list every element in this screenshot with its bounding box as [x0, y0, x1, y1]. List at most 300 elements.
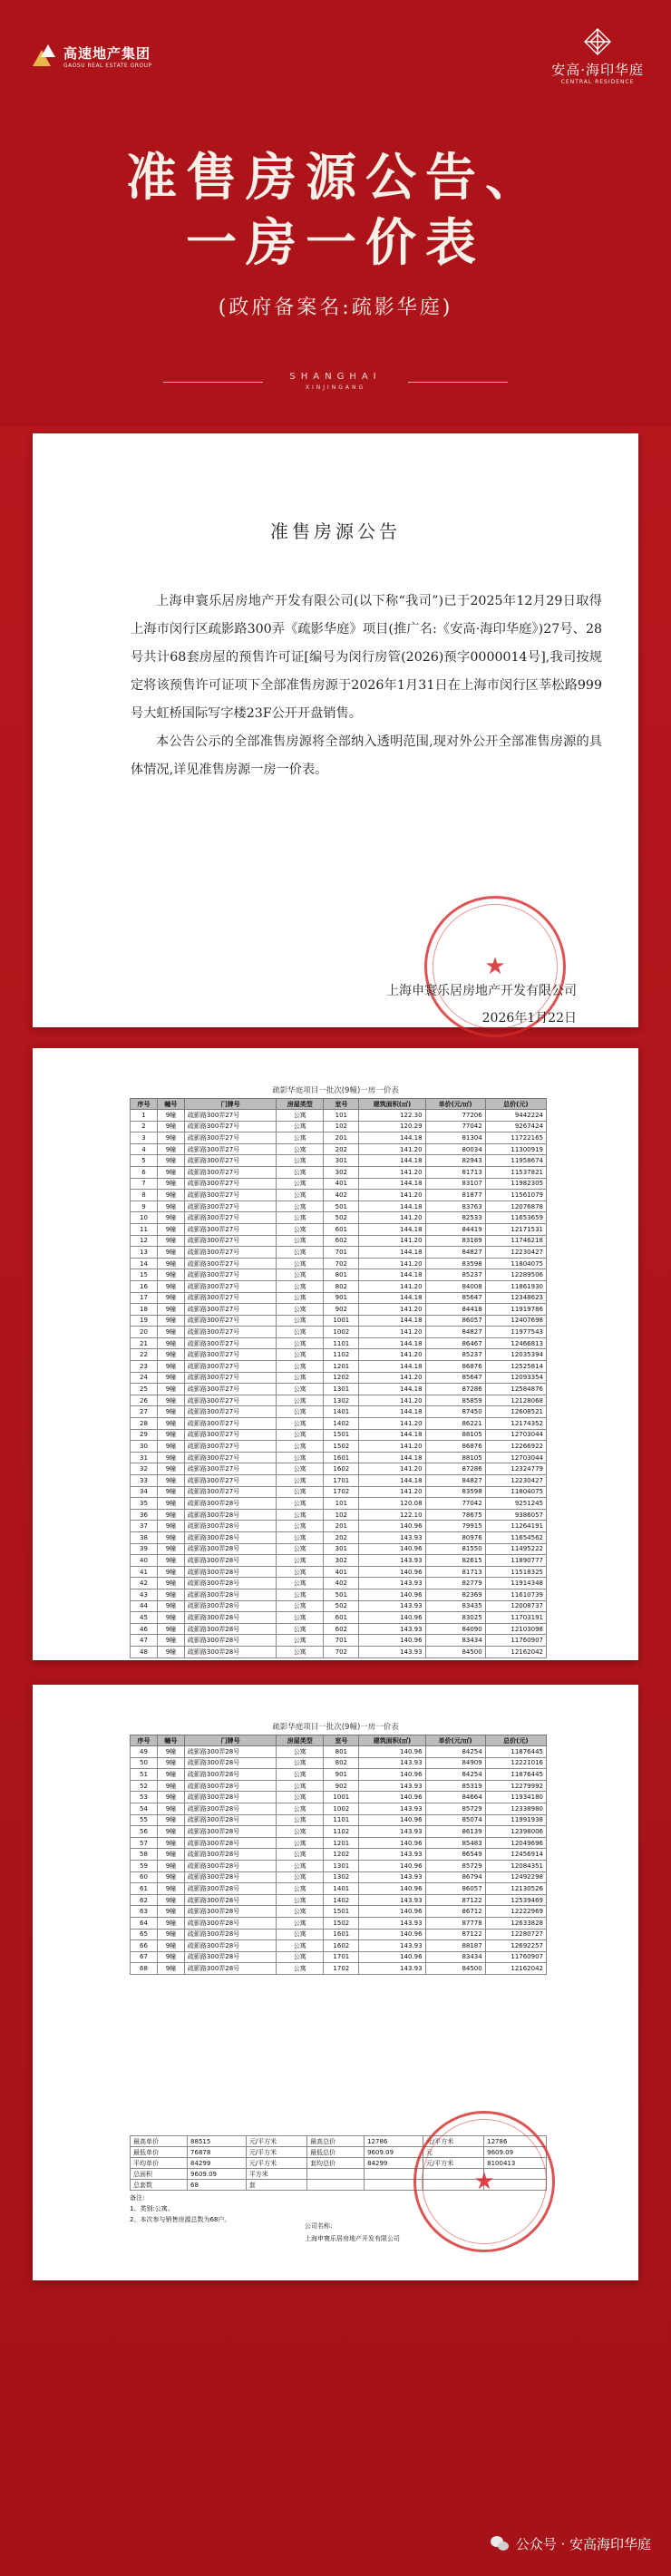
table-cell: 疏影路300弄28号: [184, 1894, 276, 1906]
notice-body: [131, 588, 602, 784]
table-cell: 疏影路300弄27号: [184, 1361, 276, 1373]
table-cell: 36: [131, 1509, 158, 1521]
table-cell: 143.93: [359, 1757, 425, 1769]
table-cell: 29: [131, 1429, 158, 1441]
note-1: 1、类别:公寓。: [130, 2205, 174, 2212]
table-cell: 83763: [425, 1201, 485, 1212]
table-cell: 84008: [425, 1280, 485, 1292]
table-cell: 144.18: [359, 1201, 425, 1212]
table-cell: 11537821: [485, 1166, 546, 1178]
table-cell: 12703044: [485, 1452, 546, 1463]
table-cell: 疏影路300弄28号: [184, 1803, 276, 1814]
table-cell: 122.10: [359, 1509, 425, 1521]
table-cell: 12539469: [485, 1894, 546, 1906]
table-cell: 疏影路300弄28号: [184, 1555, 276, 1567]
table-cell: 144.18: [359, 1132, 425, 1144]
table-cell: 140.96: [359, 1792, 425, 1803]
table-cell: 21: [131, 1337, 158, 1349]
table-cell: 9幢: [157, 1337, 184, 1349]
table-row: [131, 1531, 547, 1543]
table-cell: 78675: [425, 1509, 485, 1521]
gaosu-logo-en: GAOSU REAL ESTATE GROUP: [63, 63, 152, 69]
table-cell: 疏影路300弄28号: [184, 1780, 276, 1792]
table-cell: 1602: [324, 1463, 359, 1475]
table-cell: 83435: [425, 1600, 485, 1612]
company-seal-icon: ★: [413, 2111, 555, 2252]
table-cell: 12289506: [485, 1269, 546, 1281]
table-cell: 9幢: [157, 1917, 184, 1929]
table-cell: 公寓: [277, 1143, 324, 1155]
table-cell: 501: [324, 1201, 359, 1212]
table-cell: 公寓: [277, 1769, 324, 1781]
table-cell: 疏影路300弄28号: [184, 1929, 276, 1940]
table-cell: 501: [324, 1589, 359, 1600]
table-cell: 57: [131, 1837, 158, 1849]
table-cell: 公寓: [277, 1792, 324, 1803]
table-cell: 疏影路300弄27号: [184, 1258, 276, 1269]
summary-cell: 最高总价: [307, 2136, 365, 2147]
table-cell: 1402: [324, 1418, 359, 1430]
table-cell: 11518325: [485, 1566, 546, 1578]
table-cell: 18: [131, 1304, 158, 1316]
table-cell: 47: [131, 1635, 158, 1647]
table-cell: 疏影路300弄28号: [184, 1963, 276, 1975]
table-cell: 34: [131, 1486, 158, 1498]
table-cell: 公寓: [277, 1929, 324, 1940]
gaosu-logo-icon: [33, 44, 56, 68]
table-cell: 702: [324, 1258, 359, 1269]
table-cell: 公寓: [277, 1418, 324, 1430]
table-cell: 9幢: [157, 1143, 184, 1155]
table-cell: 140.96: [359, 1612, 425, 1624]
table-cell: 疏影路300弄27号: [184, 1315, 276, 1327]
table-cell: 公寓: [277, 1566, 324, 1578]
table-cell: 42: [131, 1578, 158, 1589]
table-cell: 9幢: [157, 1429, 184, 1441]
table-cell: 9251245: [485, 1498, 546, 1510]
table-cell: 54: [131, 1803, 158, 1814]
table-cell: 88187: [425, 1940, 485, 1952]
table-row: [131, 1963, 547, 1975]
table-cell: 公寓: [277, 1337, 324, 1349]
project-logo: [551, 27, 644, 85]
table-cell: 公寓: [277, 1292, 324, 1304]
table-cell: 143.93: [359, 1826, 425, 1838]
table-cell: 公寓: [277, 1814, 324, 1826]
table-cell: 48: [131, 1646, 158, 1657]
table-cell: 87122: [425, 1894, 485, 1906]
table-cell: 9幢: [157, 1883, 184, 1895]
table-row: [131, 1212, 547, 1224]
table-cell: 143.93: [359, 1894, 425, 1906]
table-cell: 11804075: [485, 1486, 546, 1498]
table-cell: 702: [324, 1646, 359, 1657]
table-cell: 9幢: [157, 1280, 184, 1292]
table-cell: 12230427: [485, 1247, 546, 1259]
table-cell: 1: [131, 1110, 158, 1122]
table-row: [131, 1201, 547, 1212]
table-cell: 公寓: [277, 1623, 324, 1635]
table-cell: 22: [131, 1349, 158, 1361]
wechat-account-badge[interactable]: [491, 2534, 651, 2553]
table-cell: 141.20: [359, 1190, 425, 1201]
table-cell: 疏影路300弄28号: [184, 1566, 276, 1578]
table-cell: 9幢: [157, 1623, 184, 1635]
table-cell: 84500: [425, 1646, 485, 1657]
table-cell: 公寓: [277, 1940, 324, 1952]
table-cell: 140.96: [359, 1635, 425, 1647]
table-cell: 84090: [425, 1623, 485, 1635]
table-cell: 83598: [425, 1258, 485, 1269]
table-cell: 公寓: [277, 1531, 324, 1543]
table-cell: 58: [131, 1849, 158, 1861]
table-cell: 9幢: [157, 1814, 184, 1826]
table-cell: 12049696: [485, 1837, 546, 1849]
table-cell: 82779: [425, 1578, 485, 1589]
table-cell: 402: [324, 1190, 359, 1201]
table-cell: 81713: [425, 1566, 485, 1578]
table-cell: 公寓: [277, 1780, 324, 1792]
table-cell: 9幢: [157, 1600, 184, 1612]
table-row: [131, 1940, 547, 1952]
table-cell: 9幢: [157, 1190, 184, 1201]
table-row: [131, 1429, 547, 1441]
summary-cell: 9609.09: [484, 2147, 547, 2158]
summary-cell: 元/平方米: [246, 2136, 306, 2147]
table-cell: 140.96: [359, 1951, 425, 1963]
table-cell: 61: [131, 1883, 158, 1895]
table-cell: 23: [131, 1361, 158, 1373]
table-cell: 9幢: [157, 1395, 184, 1406]
table-cell: 143.93: [359, 1555, 425, 1567]
table-row: [131, 1929, 547, 1940]
table-row: [131, 1883, 547, 1895]
summary-cell: 84299: [365, 2158, 423, 2169]
table-cell: 9442224: [485, 1110, 546, 1122]
table-row: [131, 1612, 547, 1624]
table-cell: 141.20: [359, 1304, 425, 1316]
table-cell: 1202: [324, 1372, 359, 1384]
table-row: [131, 1372, 547, 1384]
table-cell: 1002: [324, 1803, 359, 1814]
table-cell: 9幢: [157, 1418, 184, 1430]
table-cell: 140.96: [359, 1929, 425, 1940]
table-cell: 9幢: [157, 1372, 184, 1384]
table-cell: 9幢: [157, 1780, 184, 1792]
table-cell: 31: [131, 1452, 158, 1463]
table-cell: 9幢: [157, 1327, 184, 1338]
project-logo-en: CENTRAL RESIDENCE: [560, 79, 635, 85]
table-cell: 16: [131, 1280, 158, 1292]
table-cell: 9幢: [157, 1543, 184, 1555]
table-row: [131, 1646, 547, 1657]
table-row: [131, 1463, 547, 1475]
table-cell: 11760907: [485, 1951, 546, 1963]
price-table-page-1: [33, 1048, 638, 1660]
table-cell: 7: [131, 1178, 158, 1190]
table-cell: 144.18: [359, 1361, 425, 1373]
table-cell: 疏影路300弄27号: [184, 1429, 276, 1441]
table-cell: 疏影路300弄28号: [184, 1589, 276, 1600]
table-row: [131, 1757, 547, 1769]
table-cell: 11804075: [485, 1258, 546, 1269]
table-cell: 9267424: [485, 1121, 546, 1132]
table-cell: 51: [131, 1769, 158, 1781]
table-cell: 12280727: [485, 1929, 546, 1940]
table-cell: 疏影路300弄27号: [184, 1441, 276, 1453]
table-cell: 公寓: [277, 1906, 324, 1918]
table-cell: 9幢: [157, 1929, 184, 1940]
table-cell: 1302: [324, 1871, 359, 1883]
table-cell: 11919786: [485, 1304, 546, 1316]
table-cell: 402: [324, 1578, 359, 1589]
table-cell: 12466813: [485, 1337, 546, 1349]
table-cell: 1101: [324, 1814, 359, 1826]
table-cell: 公寓: [277, 1235, 324, 1247]
table-cell: 11977543: [485, 1327, 546, 1338]
table-cell: 83189: [425, 1235, 485, 1247]
table-cell: 疏影路300弄27号: [184, 1223, 276, 1235]
table-cell: 9幢: [157, 1871, 184, 1883]
table-cell: 疏影路300弄27号: [184, 1452, 276, 1463]
table-cell: 9幢: [157, 1940, 184, 1952]
table-cell: 143.93: [359, 1646, 425, 1657]
table-cell: 1202: [324, 1849, 359, 1861]
table-cell: 9幢: [157, 1155, 184, 1167]
table-cell: 302: [324, 1166, 359, 1178]
table-cell: 12008737: [485, 1600, 546, 1612]
table-cell: 疏影路300弄28号: [184, 1849, 276, 1861]
table-cell: 9幢: [157, 1121, 184, 1132]
table-cell: 疏影路300弄27号: [184, 1384, 276, 1395]
table-cell: 84254: [425, 1769, 485, 1781]
table-cell: 11876445: [485, 1769, 546, 1781]
table-cell: 11982305: [485, 1178, 546, 1190]
table-cell: 疏影路300弄27号: [184, 1178, 276, 1190]
table-cell: 38: [131, 1531, 158, 1543]
table-row: [131, 1600, 547, 1612]
table-cell: 201: [324, 1521, 359, 1532]
table-cell: 9幢: [157, 1361, 184, 1373]
table-cell: 12407698: [485, 1315, 546, 1327]
table-cell: 9幢: [157, 1757, 184, 1769]
table-cell: 77206: [425, 1110, 485, 1122]
table-cell: 公寓: [277, 1746, 324, 1758]
table-cell: 11934180: [485, 1792, 546, 1803]
table-cell: 88105: [425, 1452, 485, 1463]
table-cell: 141.20: [359, 1418, 425, 1430]
table-cell: 9幢: [157, 1612, 184, 1624]
table-cell: 12093354: [485, 1372, 546, 1384]
table-cell: 3: [131, 1132, 158, 1144]
table-cell: 85647: [425, 1292, 485, 1304]
table-cell: 11876445: [485, 1746, 546, 1758]
table-cell: 901: [324, 1292, 359, 1304]
table-cell: 5: [131, 1155, 158, 1167]
table-cell: 9幢: [157, 1441, 184, 1453]
divider-text: SHANGHAI: [289, 372, 382, 382]
notes-title: 备注:: [130, 2194, 145, 2202]
table-cell: 公寓: [277, 1917, 324, 1929]
table-cell: 公寓: [277, 1498, 324, 1510]
summary-cell: 套: [246, 2180, 306, 2191]
table-cell: 88105: [425, 1429, 485, 1441]
table-cell: 疏影路300弄28号: [184, 1521, 276, 1532]
table-cell: 公寓: [277, 1178, 324, 1190]
table-cell: 公寓: [277, 1883, 324, 1895]
table-row: [131, 1860, 547, 1871]
table-cell: 9幢: [157, 1555, 184, 1567]
table-cell: 86139: [425, 1826, 485, 1838]
table-cell: 502: [324, 1600, 359, 1612]
table-cell: 公寓: [277, 1304, 324, 1316]
table-cell: 9: [131, 1201, 158, 1212]
table-cell: 公寓: [277, 1951, 324, 1963]
table-cell: 疏影路300弄27号: [184, 1292, 276, 1304]
table-cell: 疏影路300弄27号: [184, 1406, 276, 1418]
table-cell: 1102: [324, 1826, 359, 1838]
table-cell: 11703191: [485, 1612, 546, 1624]
table-cell: 79915: [425, 1521, 485, 1532]
table-cell: 82369: [425, 1589, 485, 1600]
table-cell: 公寓: [277, 1395, 324, 1406]
table-cell: 疏影路300弄27号: [184, 1463, 276, 1475]
table-cell: 84827: [425, 1475, 485, 1487]
table-cell: 64: [131, 1917, 158, 1929]
table-cell: 疏影路300弄27号: [184, 1190, 276, 1201]
table-cell: 140.96: [359, 1746, 425, 1758]
table-cell: 公寓: [277, 1132, 324, 1144]
table-cell: 9幢: [157, 1578, 184, 1589]
table-cell: 901: [324, 1769, 359, 1781]
table-cell: 122.30: [359, 1110, 425, 1122]
table-cell: 公寓: [277, 1269, 324, 1281]
summary-cell: 元/平方米: [246, 2158, 306, 2169]
page-subtitle: (政府备案名:疏影华庭): [218, 296, 453, 319]
table-cell: 疏影路300弄28号: [184, 1769, 276, 1781]
table-cell: 9386057: [485, 1509, 546, 1521]
table-cell: 公寓: [277, 1486, 324, 1498]
column-header: 序号: [131, 1099, 158, 1110]
table-cell: 59: [131, 1860, 158, 1871]
table-cell: 12162042: [485, 1963, 546, 1975]
table-cell: 86467: [425, 1337, 485, 1349]
table-cell: 144.18: [359, 1429, 425, 1441]
table-cell: 81550: [425, 1543, 485, 1555]
table-cell: 86876: [425, 1361, 485, 1373]
table-cell: 公寓: [277, 1849, 324, 1861]
summary-cell: 9609.09: [188, 2169, 247, 2180]
table-cell: 公寓: [277, 1600, 324, 1612]
table-cell: 1001: [324, 1792, 359, 1803]
table-cell: 疏影路300弄27号: [184, 1337, 276, 1349]
table-cell: 84500: [425, 1963, 485, 1975]
table-cell: 疏影路300弄27号: [184, 1201, 276, 1212]
table-cell: 公寓: [277, 1190, 324, 1201]
table-cell: 144.18: [359, 1178, 425, 1190]
table-row: [131, 1178, 547, 1190]
table-cell: 1701: [324, 1951, 359, 1963]
table-row: [131, 1280, 547, 1292]
summary-cell: 12786: [484, 2136, 547, 2147]
table-cell: 701: [324, 1635, 359, 1647]
table-cell: 疏影路300弄27号: [184, 1418, 276, 1430]
table-cell: 201: [324, 1132, 359, 1144]
table-cell: 公寓: [277, 1521, 324, 1532]
table-cell: 疏影路300弄28号: [184, 1509, 276, 1521]
table-cell: 83598: [425, 1486, 485, 1498]
table-cell: 9幢: [157, 1635, 184, 1647]
table-cell: 公寓: [277, 1201, 324, 1212]
table-row: [131, 1746, 547, 1758]
table-cell: 公寓: [277, 1578, 324, 1589]
summary-cell: 元/平方米: [423, 2158, 483, 2169]
table-cell: 9幢: [157, 1475, 184, 1487]
table-cell: 41: [131, 1566, 158, 1578]
table-row: [131, 1826, 547, 1838]
table-cell: 9幢: [157, 1258, 184, 1269]
table-cell: 87122: [425, 1929, 485, 1940]
table-cell: 疏影路300弄28号: [184, 1635, 276, 1647]
table-row: [131, 1635, 547, 1647]
table-cell: 公寓: [277, 1452, 324, 1463]
table-cell: 86221: [425, 1418, 485, 1430]
table-cell: 32: [131, 1463, 158, 1475]
table-cell: 疏影路300弄27号: [184, 1155, 276, 1167]
table-cell: 公寓: [277, 1372, 324, 1384]
notice-title: 准售房源公告: [270, 520, 401, 542]
table-row: [131, 1315, 547, 1327]
table-cell: 1602: [324, 1940, 359, 1952]
table-cell: 公寓: [277, 1646, 324, 1657]
table-row: [131, 1906, 547, 1918]
table-cell: 24: [131, 1372, 158, 1384]
page-title-line2: 一房一价表: [186, 213, 485, 273]
summary-cell: 84299: [188, 2158, 247, 2169]
table-cell: 55: [131, 1814, 158, 1826]
table-cell: 9幢: [157, 1509, 184, 1521]
table-cell: 701: [324, 1247, 359, 1259]
table-row: [131, 1894, 547, 1906]
table-row: [131, 1384, 547, 1395]
table-cell: 85729: [425, 1803, 485, 1814]
note-2: 2、本次参与销售房源总数为68户。: [130, 2216, 231, 2223]
table-row: [131, 1475, 547, 1487]
table-cell: 82943: [425, 1155, 485, 1167]
table-row: [131, 1327, 547, 1338]
table-cell: 141.20: [359, 1212, 425, 1224]
table-row: [131, 1304, 547, 1316]
table-cell: 疏影路300弄28号: [184, 1578, 276, 1589]
table-cell: 84418: [425, 1304, 485, 1316]
table-cell: 12221016: [485, 1757, 546, 1769]
table-cell: 12633828: [485, 1917, 546, 1929]
table-row: [131, 1871, 547, 1883]
table-cell: 疏影路300弄28号: [184, 1917, 276, 1929]
table-cell: 公寓: [277, 1121, 324, 1132]
table-cell: 144.18: [359, 1452, 425, 1463]
table-cell: 疏影路300弄27号: [184, 1372, 276, 1384]
table-cell: 143.93: [359, 1578, 425, 1589]
table-cell: 公寓: [277, 1463, 324, 1475]
table-cell: 81877: [425, 1190, 485, 1201]
table-cell: 公寓: [277, 1384, 324, 1395]
table-cell: 144.18: [359, 1406, 425, 1418]
table-cell: 20: [131, 1327, 158, 1338]
table-row: [131, 1441, 547, 1453]
table-cell: 401: [324, 1566, 359, 1578]
table-cell: 2: [131, 1121, 158, 1132]
